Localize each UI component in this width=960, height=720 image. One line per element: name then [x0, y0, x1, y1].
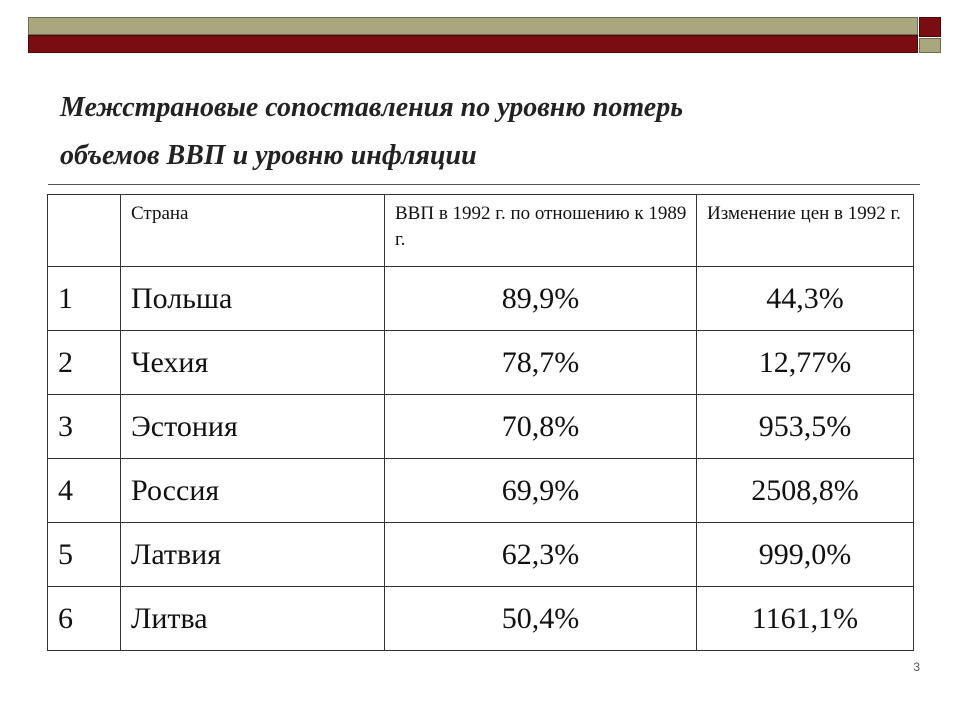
- row-number: 5: [48, 523, 121, 587]
- header-square-olive: [919, 38, 941, 53]
- row-country: Латвия: [121, 523, 385, 587]
- table-row: [48, 267, 914, 331]
- row-number: 2: [48, 331, 121, 395]
- row-number: 1: [48, 267, 121, 331]
- row-prices: 12,77%: [697, 331, 914, 395]
- row-country: Польша: [121, 267, 385, 331]
- header-bar-olive: [28, 17, 918, 35]
- header-bar-maroon: [28, 35, 918, 53]
- row-gdp: 70,8%: [385, 395, 697, 459]
- title-divider: [48, 184, 920, 185]
- table-row: [48, 331, 914, 395]
- row-gdp: 69,9%: [385, 459, 697, 523]
- slide-title: [60, 84, 920, 180]
- row-gdp: 62,3%: [385, 523, 697, 587]
- row-prices: 44,3%: [697, 267, 914, 331]
- slide-title-line1: Межстрановые сопоставления по уровню потерь: [60, 92, 683, 123]
- row-country: Литва: [121, 587, 385, 651]
- table-row: [48, 523, 914, 587]
- data-table: [47, 194, 914, 651]
- row-gdp: 78,7%: [385, 331, 697, 395]
- row-prices: 999,0%: [697, 523, 914, 587]
- row-number: 3: [48, 395, 121, 459]
- header-cell-gdp: ВВП в 1992 г. по отношению к 1989 г.: [385, 195, 697, 267]
- row-prices: 953,5%: [697, 395, 914, 459]
- row-gdp: 50,4%: [385, 587, 697, 651]
- table-header-row: [48, 195, 914, 267]
- slide-title-line2: объемов ВВП и уровню инфляции: [60, 140, 477, 171]
- header-cell-number: [48, 195, 121, 267]
- page-number: 3: [913, 660, 920, 674]
- row-country: Эстония: [121, 395, 385, 459]
- row-country: Россия: [121, 459, 385, 523]
- header-cell-prices: Изменение цен в 1992 г.: [697, 195, 914, 267]
- row-number: 6: [48, 587, 121, 651]
- table-row: [48, 587, 914, 651]
- table-row: [48, 459, 914, 523]
- row-gdp: 89,9%: [385, 267, 697, 331]
- table-row: [48, 395, 914, 459]
- header-square-maroon: [919, 17, 941, 37]
- row-prices: 2508,8%: [697, 459, 914, 523]
- header-cell-country: Страна: [121, 195, 385, 267]
- row-country: Чехия: [121, 331, 385, 395]
- row-number: 4: [48, 459, 121, 523]
- row-prices: 1161,1%: [697, 587, 914, 651]
